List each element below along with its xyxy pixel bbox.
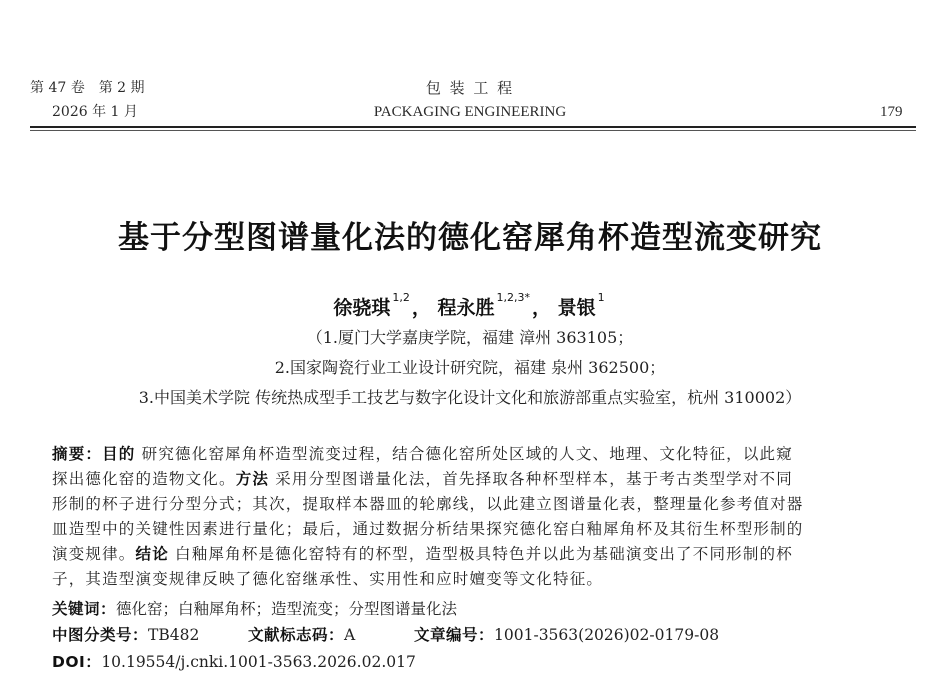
publication-date: 2026 年 1 月 <box>52 104 138 120</box>
abstract-text: 演变规律。 <box>52 545 136 563</box>
article-number-label: 文章编号： <box>414 626 495 644</box>
affiliation-3: 3.中国美术学院 传统热成型手工技艺与数字化设计文化和旅游部重点实验室，杭州 310002） <box>138 388 802 407</box>
article-number <box>414 623 719 645</box>
classification-number <box>52 623 199 645</box>
doi-label: DOI： <box>52 653 102 671</box>
objective-label: 目的 <box>102 445 136 463</box>
classification-label: 中图分类号： <box>52 626 149 644</box>
author-separator: ， <box>532 297 552 319</box>
volume-issue: 第 47 卷 第 2 期 <box>30 80 145 96</box>
abstract-line <box>52 443 902 465</box>
author-affil-marker: 1 <box>597 291 605 304</box>
document-code-value: A <box>344 626 356 644</box>
abstract-line <box>52 543 902 565</box>
abstract-line <box>52 468 902 490</box>
abstract-text: 采用分型图谱量化法，首先择取各种杯型样本，基于考古类型学对不同 <box>269 470 793 488</box>
keywords <box>52 597 457 619</box>
abstract-text: 探出德化窑的造物文化。 <box>52 470 236 488</box>
document-code-label: 文献标志码： <box>248 626 345 644</box>
doi-value[interactable]: 10.19554/j.cnki.1001-3563.2026.02.017 <box>101 653 416 671</box>
author-name: 程永胜 <box>437 297 495 319</box>
author-affil-marker: 1,2 <box>392 291 410 304</box>
journal-name-en: PACKAGING ENGINEERING <box>373 104 567 120</box>
journal-name-cn: 包 装 工 程 <box>425 79 515 97</box>
abstract-line: 皿造型中的关键性因素进行量化；最后，通过数据分析结果探究德化窑白釉犀角杯及其衍生杯型形制的 <box>52 520 804 538</box>
classification-value: TB482 <box>148 626 200 644</box>
conclusion-label: 结论 <box>135 545 169 563</box>
abstract-line: 子，其造型演变规律反映了德化窑继承性、实用性和应时嬗变等文化特征。 <box>52 570 604 588</box>
author-separator: ， <box>411 297 431 319</box>
document-code <box>248 623 355 645</box>
paper-title: 基于分型图谱量化法的德化窑犀角杯造型流变研究 <box>118 220 822 256</box>
header-rule-thin <box>30 130 916 131</box>
keywords-label: 关键词： <box>52 600 117 618</box>
author-list <box>0 293 940 320</box>
author-name: 徐骁琪 <box>333 297 391 319</box>
header-rule <box>30 126 916 128</box>
doi <box>52 650 416 672</box>
affiliation-2: 2.国家陶瓷行业工业设计研究院，福建 泉州 362500； <box>274 358 666 377</box>
page-number: 179 <box>880 104 903 120</box>
abstract-text: 研究德化窑犀角杯造型流变过程，结合德化窑所处区域的人文、地理、文化特征，以此窥 <box>135 445 793 463</box>
author-name: 景银 <box>557 297 596 319</box>
method-label: 方法 <box>235 470 270 488</box>
article-number-value: 1001-3563(2026)02-0179-08 <box>494 626 720 644</box>
author-affil-marker: 1,2,3* <box>496 291 530 304</box>
abstract-label: 摘要： <box>52 445 103 463</box>
affiliation-1: （1.厦门大学嘉庚学院，福建 漳州 363105； <box>306 328 634 347</box>
keywords-value: 德化窑；白釉犀角杯；造型流变；分型图谱量化法 <box>116 600 458 618</box>
abstract-text: 白釉犀角杯是德化窑特有的杯型，造型极具特色并以此为基础演变出了不同形制的杯 <box>168 545 793 563</box>
abstract-line: 形制的杯子进行分型分式；其次，提取样本器皿的轮廓线，以此建立图谱量化表，整理量化参考值对器 <box>52 495 804 513</box>
